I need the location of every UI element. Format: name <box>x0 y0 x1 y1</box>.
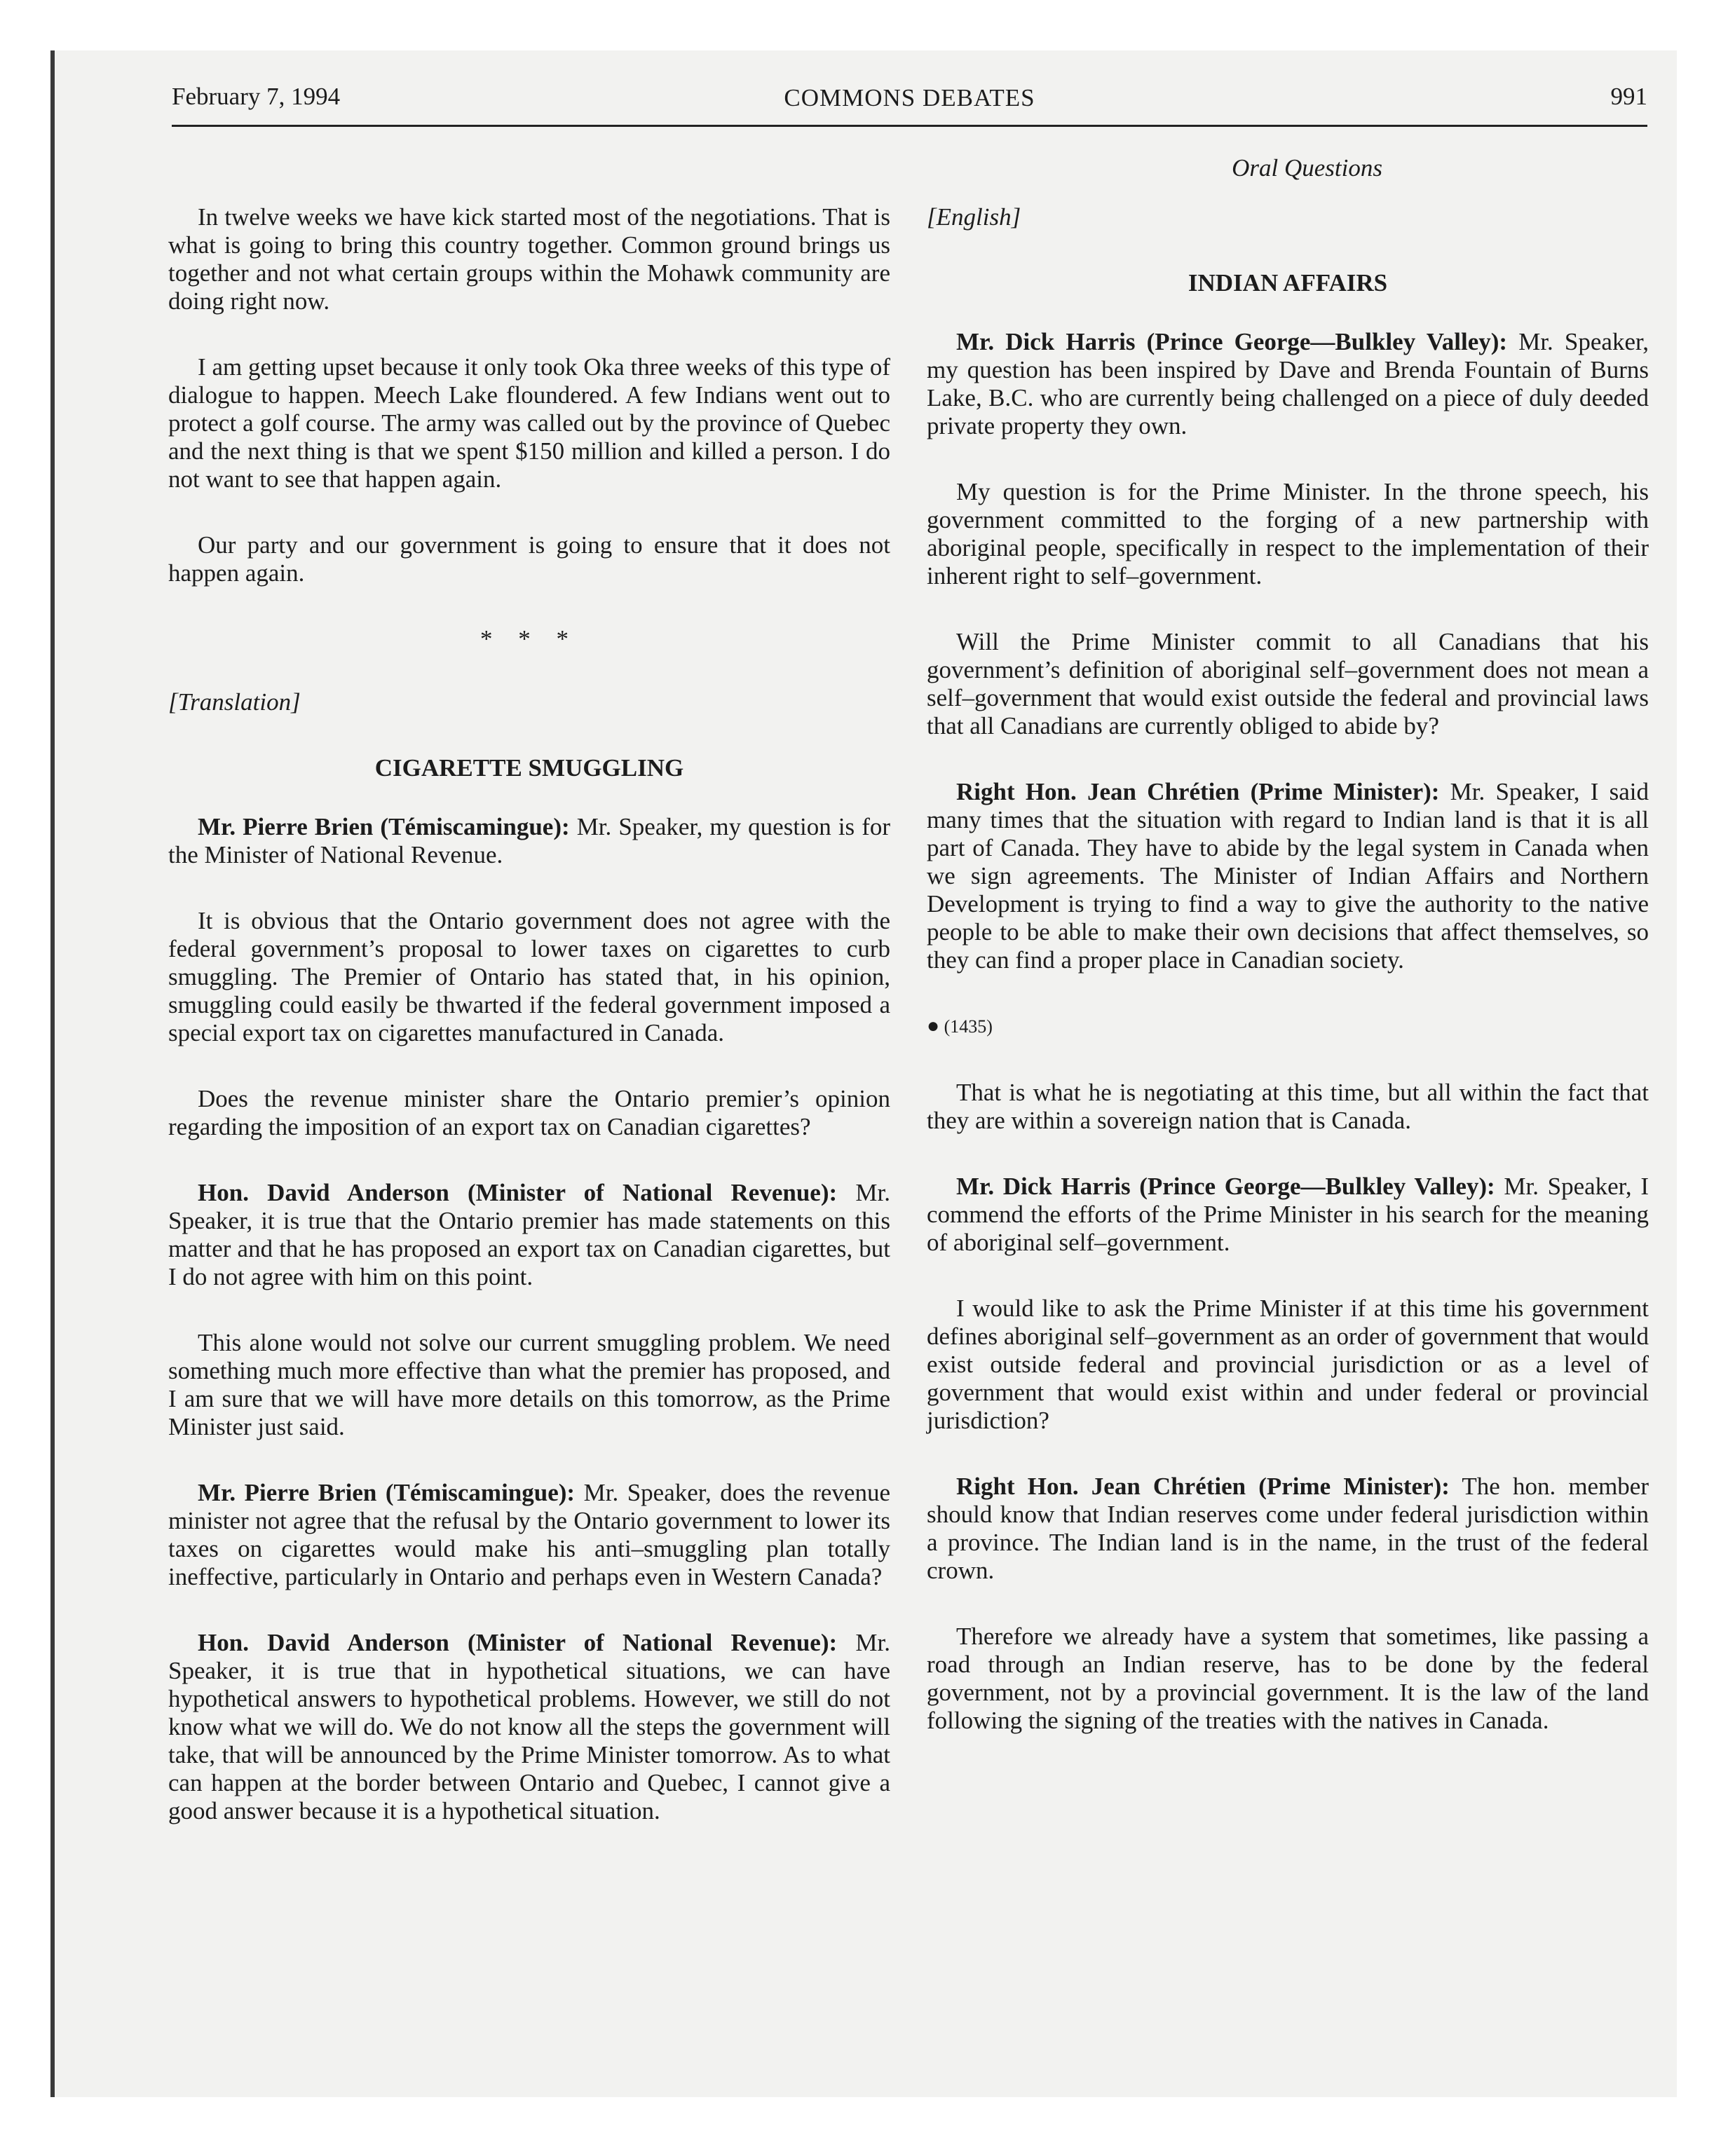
paragraph: Therefore we already have a system that sometimes, like passing a road through an Indian reserve, has to be done by the federal government, not by a provincial government. It is the law of the land following the signing of the treaties with the natives in Canada. <box>927 1623 1649 1734</box>
paragraph: This alone would not solve our current smuggling problem. We need something much more effective than what the premier has proposed, and I am sure that we will have more details on this tomorrow, as the Prime Minister just said. <box>168 1329 890 1440</box>
paragraph: My question is for the Prime Minister. In the throne speech, his government committed to the forging of a new partnership with aboriginal people, specifically in respect to the implementation of their inherent right to self–government. <box>927 478 1649 589</box>
speech-text: Mr. Speaker, my question has been inspired by Dave and Brenda Fountain of Burns Lake, B.C. who are currently being challenged on a piece of duly deeded private property they own. <box>927 328 1649 439</box>
speech-text: The hon. member should know that Indian reserves come under federal jurisdiction within a province. The Indian land is in the name, in the trust of the federal crown. <box>927 1473 1649 1584</box>
speaker-name: Hon. David Anderson (Minister of National Revenue): <box>198 1179 838 1206</box>
speaker-name: Mr. Pierre Brien (Témiscamingue): <box>198 813 570 840</box>
speaker-name: Right Hon. Jean Chrétien (Prime Minister): <box>956 778 1440 805</box>
speech <box>168 1179 890 1291</box>
scan-edge-shadow <box>50 50 55 2097</box>
left-column <box>168 154 890 1863</box>
header-date: February 7, 1994 <box>172 83 341 110</box>
paragraph: It is obvious that the Ontario government does not agree with the federal government’s proposal to lower taxes on cigarettes to curb smuggling. The Premier of Ontario has stated that, in his opinion, smuggling could easily be thwarted if the federal government imposed a special export tax on cigarettes manufactured in Canada. <box>168 907 890 1046</box>
time-marker <box>927 1012 1649 1041</box>
speaker-name: Mr. Pierre Brien (Témiscamingue): <box>198 1479 576 1506</box>
paragraph: Will the Prime Minister commit to all Canadians that his government’s definition of aboriginal self–government does not mean a self–government that would exist outside the federal and provincial laws that all Canadians are currently obliged to abide by? <box>927 628 1649 739</box>
speech <box>168 813 890 869</box>
language-marker: [Translation] <box>168 688 301 716</box>
speaker-name: Mr. Dick Harris (Prince George—Bulkley Valley): <box>956 328 1508 355</box>
speech-text: Mr. Speaker, I said many times that the situation with regard to Indian land is that it is all part of Canada. They have to abide by the legal system in Canada when we sign agreements. The Minister of Indian Affairs and Northern Development is trying to find a way to give the authority to the native people to be able to make their own decisions that affect themselves, so they can find a proper place in Canadian society. <box>927 778 1649 974</box>
speech-text: Mr. Speaker, it is true that the Ontario premier has made statements on this matter and that he has proposed an export tax on Canadian cigarettes, but I do not agree with him on this point. <box>168 1179 890 1290</box>
speech-text: Mr. Speaker, I commend the efforts of the Prime Minister in his search for the meaning of aboriginal self–government. <box>927 1173 1649 1256</box>
header-title: COMMONS DEBATES <box>784 84 1035 111</box>
speech-text: Mr. Speaker, my question is for the Minister of National Revenue. <box>168 813 891 868</box>
speaker-name: Right Hon. Jean Chrétien (Prime Minister): <box>956 1473 1450 1500</box>
paragraph: I am getting upset because it only took Oka three weeks of this type of dialogue to happen. Meech Lake floundered. A few Indians went out to protect a golf course. The army was called out by the province of Quebec and the next thing is that we spent $150 million and killed a person. I do not want to see that happen again. <box>168 353 890 493</box>
speech <box>927 778 1649 974</box>
page-header <box>172 83 1647 127</box>
section-separator: * * * <box>480 625 578 653</box>
speech <box>927 1473 1649 1585</box>
speaker-name: Mr. Dick Harris (Prince George—Bulkley Valley): <box>956 1173 1495 1200</box>
bullet-icon: ● <box>927 1014 940 1037</box>
right-column <box>927 154 1649 1773</box>
speech-text: Mr. Speaker, does the revenue minister not agree that the refusal by the Ontario government to lower its taxes on cigarettes would make his anti–smuggling plan totally ineffective, particularly in Ontario and perhaps even in Western Canada? <box>168 1479 891 1590</box>
header-page-number: 991 <box>1610 83 1647 110</box>
section-title: INDIAN AFFAIRS <box>1188 269 1388 296</box>
speech <box>927 328 1649 440</box>
speech <box>168 1479 890 1591</box>
speaker-name: Hon. David Anderson (Minister of National Revenue): <box>198 1629 838 1656</box>
speech <box>168 1629 890 1825</box>
speech <box>927 1173 1649 1257</box>
language-marker: [English] <box>927 203 1021 231</box>
section-title: CIGARETTE SMUGGLING <box>374 754 684 782</box>
running-head: Oral Questions <box>1232 154 1382 182</box>
paragraph: That is what he is negotiating at this time, but all within the fact that they are within a sovereign nation that is Canada. <box>927 1079 1649 1134</box>
paragraph: In twelve weeks we have kick started most of the negotiations. That is what is going to bring this country together. Common ground brings us together and not what certain groups within the Mohawk community are doing right now. <box>168 203 890 315</box>
paragraph: Does the revenue minister share the Ontario premier’s opinion regarding the imposition of an export tax on Canadian cigarettes? <box>168 1085 890 1140</box>
time-stamp: (1435) <box>944 1016 993 1037</box>
paragraph: I would like to ask the Prime Minister if at this time his government defines aboriginal self–government as an order of government that would exist outside federal and provincial jurisdiction or as a level of government that would exist within and under federal or provincial jurisdiction? <box>927 1295 1649 1434</box>
paragraph: Our party and our government is going to ensure that it does not happen again. <box>168 531 890 587</box>
speech-text: Mr. Speaker, it is true that in hypothetical situations, we can have hypothetical answers to hypothetical problems. However, we still do not know what we will do. We do not know all the steps the government will take, that will be announced by the Prime Minister tomorrow. As to what can happen at the border between Ontario and Quebec, I cannot give a good answer because it is a hypothetical situation. <box>168 1629 890 1824</box>
